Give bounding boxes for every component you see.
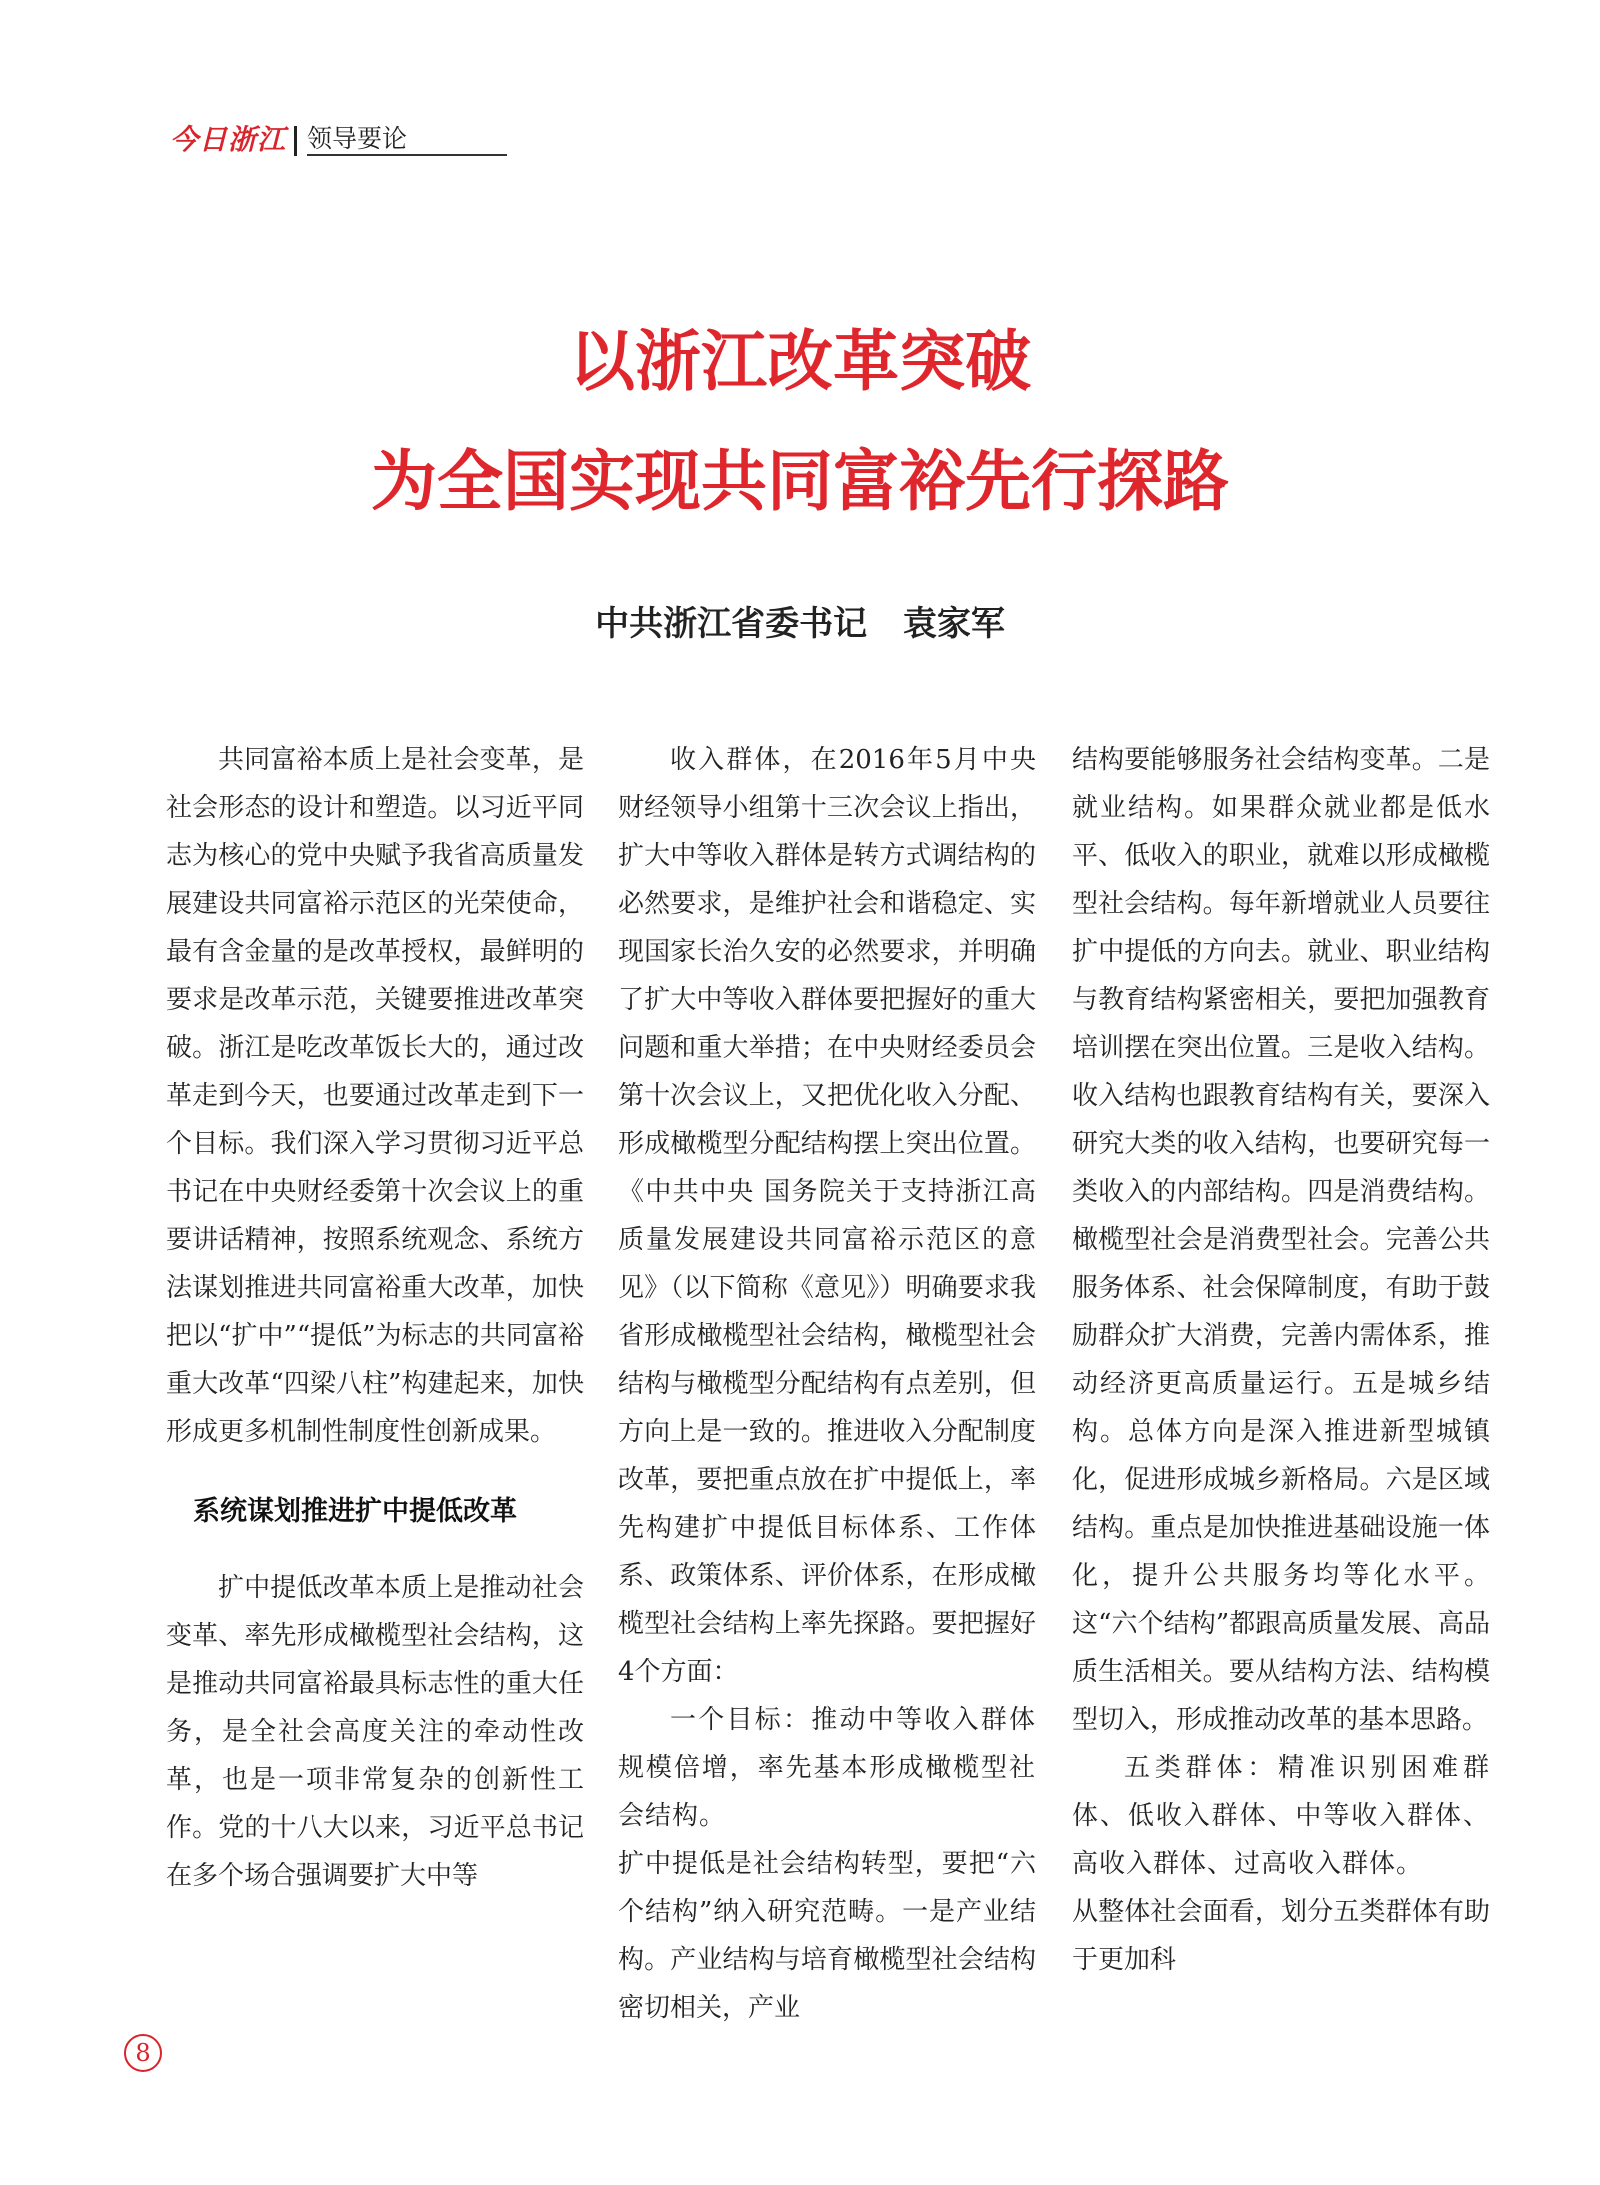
paragraph: 扩中提低是社会结构转型，要把“六个结构”纳入研究范畴。一是产业结构。产业结构与培育橄榄型社会结构密切相关，产业	[618, 1849, 1036, 2023]
paragraph: 扩中提低改革本质上是推动社会变革、率先形成橄榄型社会结构，这是推动共同富裕最具标志性的重大任务，是全社会高度关注的牵动性改革，也是一项非常复杂的创新性工作。党的十八大以来，习近平总书记在多个场合强调要扩大中等	[166, 1573, 584, 1891]
text-column-3	[1072, 736, 1490, 1984]
lead-paragraph: 一个目标：推动中等收入群体规模倍增，率先基本形成橄榄型社会结构。	[618, 1705, 1036, 1831]
paragraph: 共同富裕本质上是社会变革，是社会形态的设计和塑造。以习近平同志为核心的党中央赋予我省高质量发展建设共同富裕示范区的光荣使命，最有含金量的是改革授权，最鲜明的要求是改革示范，关键要推进改革突破。浙江是吃改革饭长大的，通过改革走到今天，也要通过改革走到下一个目标。我们深入学习贯彻习近平总书记在中央财经委第十次会议上的重要讲话精神，按照系统观念、系统方法谋划推进共同富裕重大改革，加快把以“扩中”“提低”为标志的共同富裕重大改革“四梁八柱”构建起来，加快形成更多机制性制度性创新成果。	[166, 745, 584, 1447]
page-header	[170, 124, 507, 156]
magazine-logo: 今日浙江	[170, 123, 287, 156]
article-title-line1: 以浙江改革突破	[569, 323, 1031, 400]
text-column-2	[618, 736, 1036, 2032]
page-number: 8	[124, 2034, 162, 2072]
lead-paragraph: 五类群体：精准识别困难群体、低收入群体、中等收入群体、高收入群体、过高收入群体。	[1072, 1753, 1490, 1879]
paragraph: 收入群体，在2016年5月中央财经领导小组第十三次会议上指出，扩大中等收入群体是转方式调结构的必然要求，是维护社会和谐稳定、实现国家长治久安的必然要求，并明确了扩大中等收入群体要把握好的重大问题和重大举措；在中央财经委员会第十次会议上，又把优化收入分配、形成橄榄型分配结构摆上突出位置。《中共中央 国务院关于支持浙江高质量发展建设共同富裕示范区的意见》（以下简称《意见》）明确要求我省形成橄榄型社会结构，橄榄型社会结构与橄榄型分配结构有点差别，但方向上是一致的。推进收入分配制度改革，要把重点放在扩中提低上，率先构建扩中提低目标体系、工作体系、政策体系、评价体系，在形成橄榄型社会结构上率先探路。要把握好4个方面：	[618, 745, 1036, 1687]
section-label: 领导要论	[307, 124, 507, 156]
author-byline: 中共浙江省委书记 袁家军	[595, 604, 1005, 644]
article-title-line2: 为全国实现共同富裕先行探路	[371, 443, 1229, 520]
header-divider	[294, 126, 297, 156]
text-column-1	[166, 736, 584, 1900]
paragraph: 结构要能够服务社会结构变革。二是就业结构。如果群众就业都是低水平、低收入的职业，就难以形成橄榄型社会结构。每年新增就业人员要往扩中提低的方向去。就业、职业结构与教育结构紧密相关，要把加强教育培训摆在突出位置。三是收入结构。收入结构也跟教育结构有关，要深入研究大类的收入结构，也要研究每一类收入的内部结构。四是消费结构。橄榄型社会是消费型社会。完善公共服务体系、社会保障制度，有助于鼓励群众扩大消费，完善内需体系，推动经济更高质量运行。五是城乡结构。总体方向是深入推进新型城镇化，促进形成城乡新格局。六是区域结构。重点是加快推进基础设施一体化，提升公共服务均等化水平。这“六个结构”都跟高质量发展、高品质生活相关。要从结构方法、结构模型切入，形成推动改革的基本思路。	[1072, 745, 1490, 1735]
section-heading: 系统谋划推进扩中提低改革	[193, 1496, 517, 1527]
paragraph: 从整体社会面看，划分五类群体有助于更加科	[1072, 1897, 1490, 1975]
